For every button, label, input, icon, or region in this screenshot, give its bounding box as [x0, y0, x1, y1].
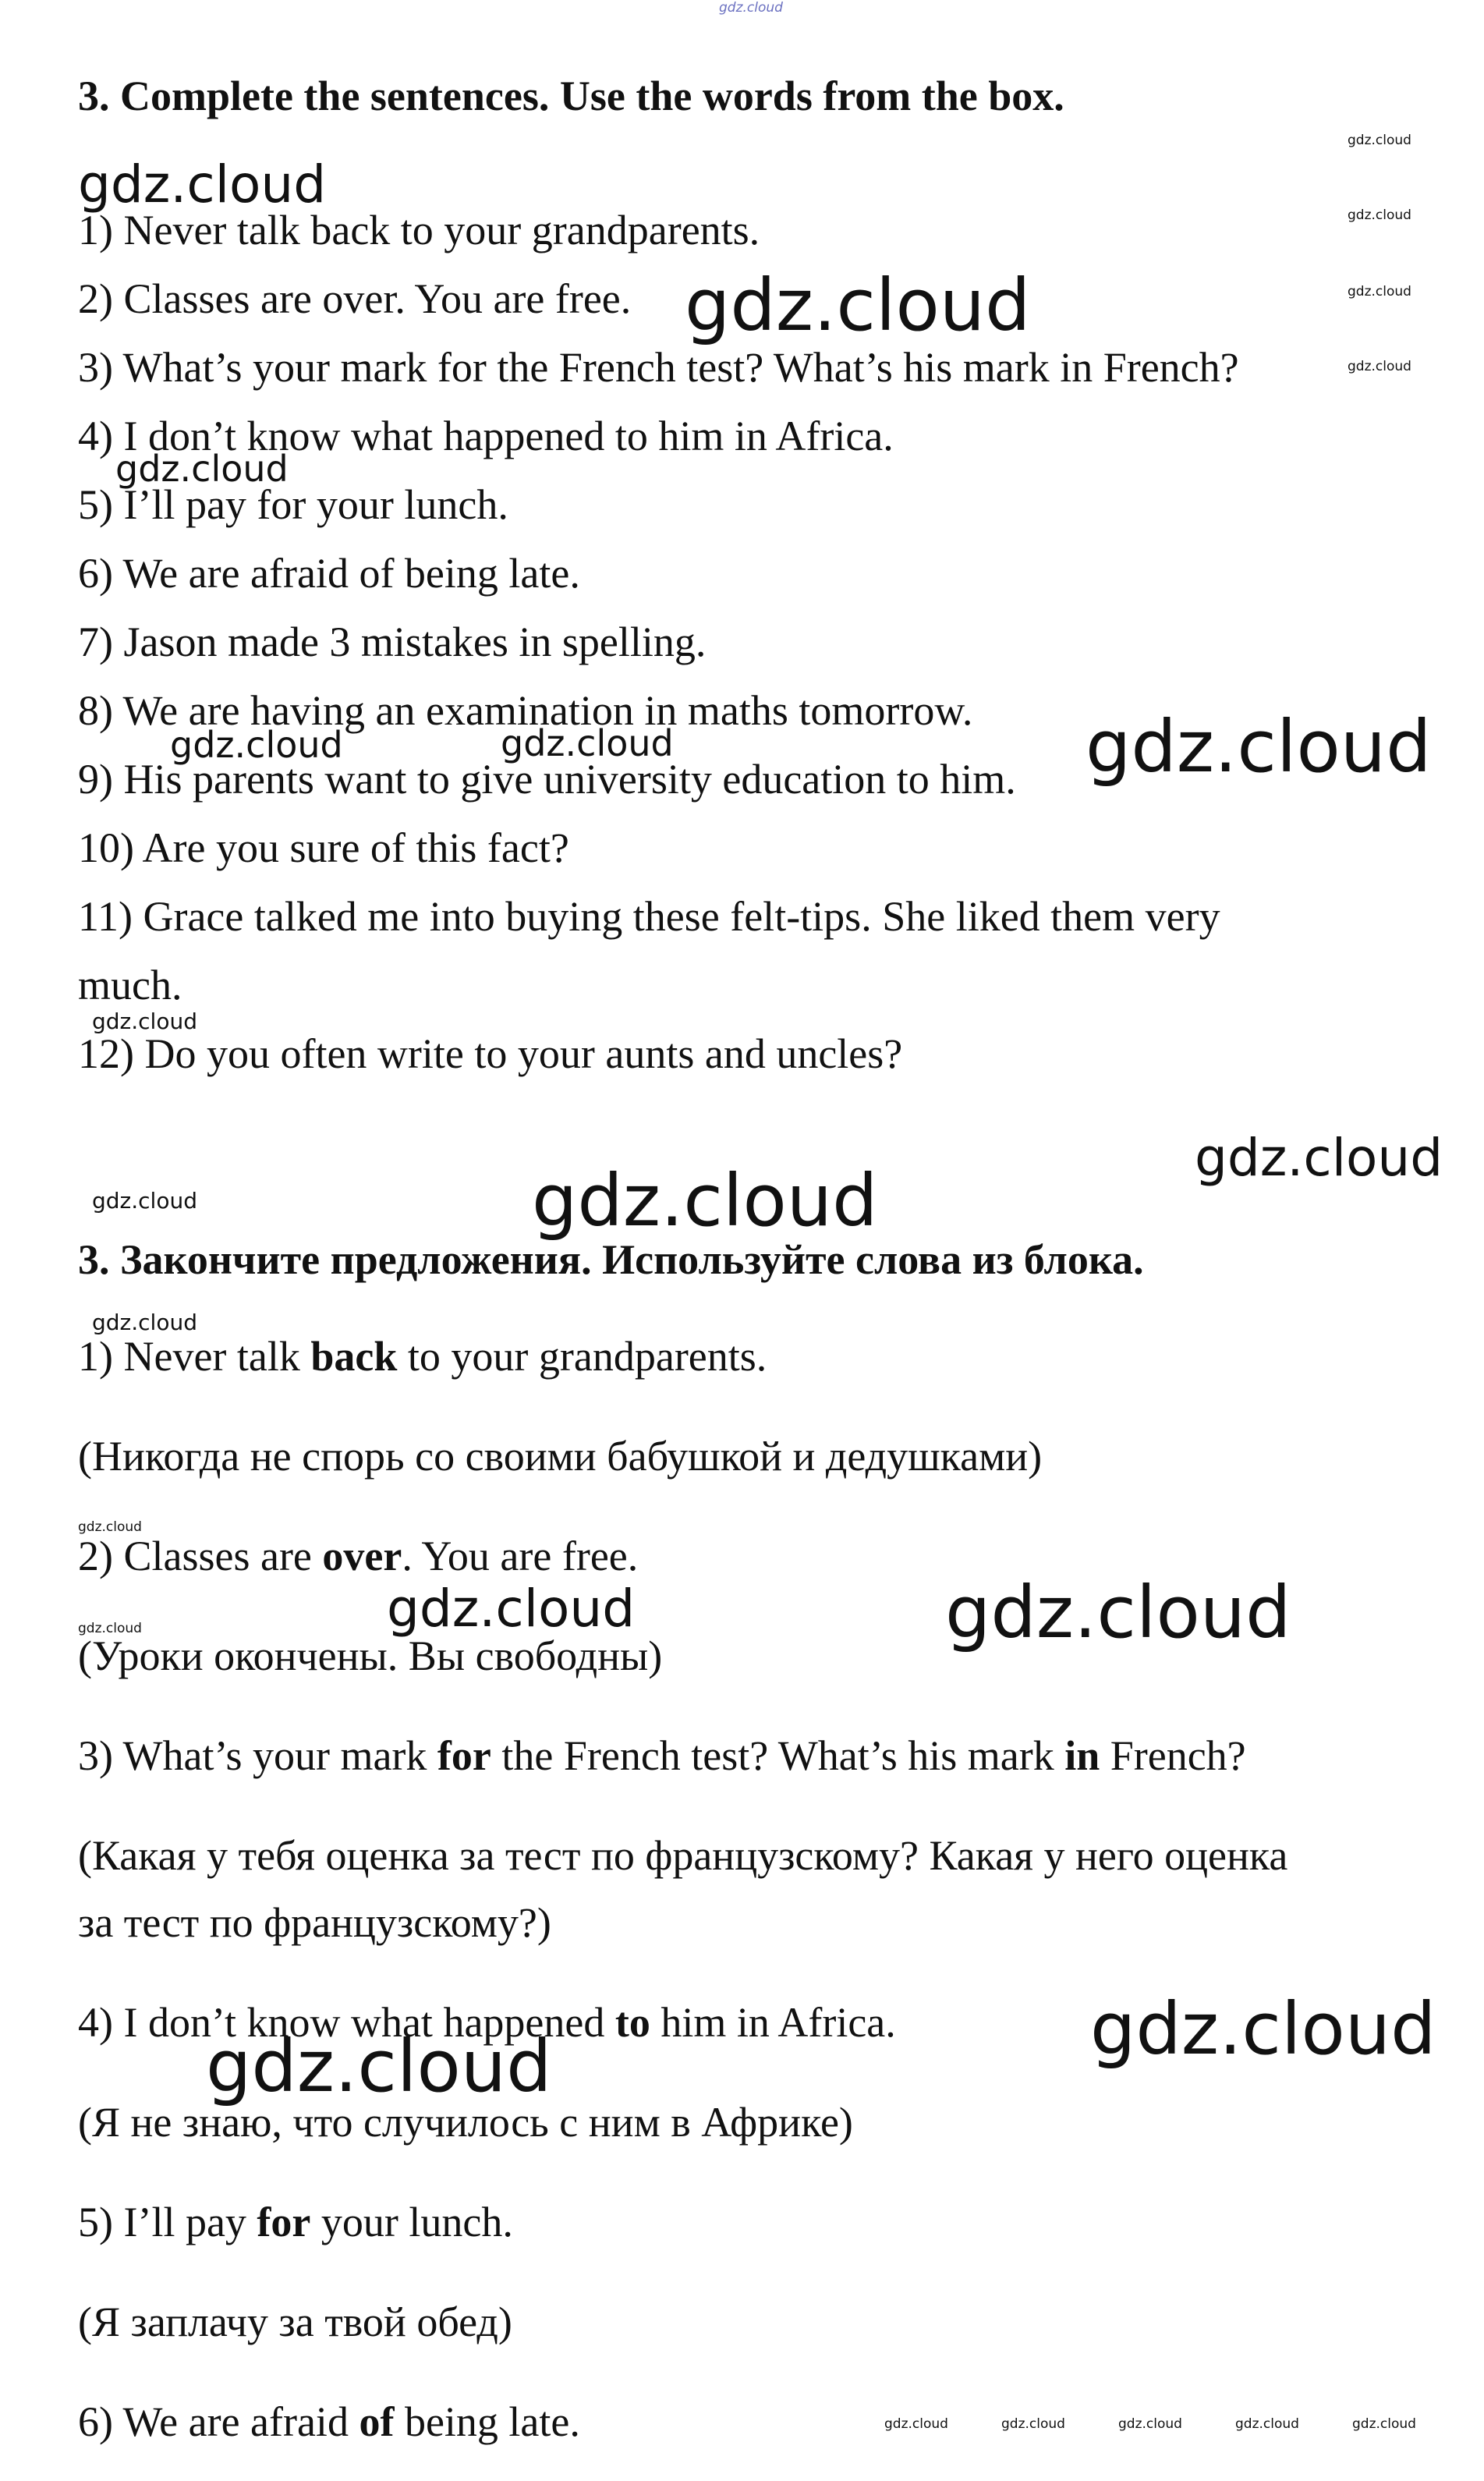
- sentence-en-3: 3) What’s your mark for the French test? What’s his mark in French?: [78, 344, 1239, 391]
- watermark: gdz.cloud: [115, 448, 289, 490]
- watermark: gdz.cloud: [92, 1008, 197, 1034]
- answer-word: for: [257, 2199, 311, 2245]
- watermark: gdz.cloud: [1195, 1128, 1443, 1188]
- answer-word: back: [310, 1333, 398, 1380]
- sentence-en-8: 8) We are having an examination in maths tomorrow.: [78, 687, 973, 734]
- watermark: gdz.cloud: [1001, 2416, 1065, 2432]
- sentence-en-1: 1) Never talk back to your grandparents.: [78, 207, 760, 253]
- watermark: gdz.cloud: [92, 1310, 197, 1335]
- watermark: gdz.cloud: [1090, 1987, 1436, 2071]
- watermark: gdz.cloud: [1348, 284, 1411, 299]
- answer-3-ru-cont: за тест по французскому?): [78, 1899, 551, 1946]
- answer-3-en: 3) What’s your mark for the French test? What’s his mark in French?: [78, 1732, 1246, 1779]
- watermark: gdz.cloud: [884, 2416, 948, 2432]
- answer-4-ru: (Я не знаю, что случилось с ним в Африке): [78, 2099, 853, 2146]
- watermark: gdz.cloud: [1348, 207, 1411, 223]
- answer-word: to: [614, 1999, 650, 2046]
- answer-2-en: 2) Classes are over. You are free.: [78, 1533, 639, 1579]
- watermark: gdz.cloud: [1348, 359, 1411, 374]
- watermark: gdz.cloud: [1118, 2416, 1182, 2432]
- watermark-top: gdz.cloud: [719, 0, 783, 16]
- exercise-heading-ru: 3. Закончите предложения. Используйте слова из блока.: [78, 1236, 1144, 1283]
- watermark: gdz.cloud: [501, 722, 674, 764]
- answer-2-ru: (Уроки окончены. Вы свободны): [78, 1632, 663, 1679]
- sentence-en-4: 4) I don’t know what happened to him in Africa.: [78, 413, 894, 459]
- watermark: gdz.cloud: [206, 2025, 552, 2108]
- watermark: gdz.cloud: [1352, 2416, 1416, 2432]
- watermark: gdz.cloud: [387, 1579, 636, 1639]
- sentence-en-9: 9) His parents want to give university education to him.: [78, 756, 1016, 803]
- watermark: gdz.cloud: [78, 154, 327, 214]
- watermark: gdz.cloud: [170, 724, 343, 766]
- watermark: gdz.cloud: [685, 264, 1031, 347]
- sentence-en-12: 12) Do you often write to your aunts and uncles?: [78, 1030, 903, 1077]
- watermark: gdz.cloud: [1235, 2416, 1299, 2432]
- answer-word: in: [1064, 1732, 1100, 1779]
- watermark: gdz.cloud: [92, 1188, 197, 1214]
- sentence-en-5: 5) I’ll pay for your lunch.: [78, 481, 508, 528]
- watermark: gdz.cloud: [532, 1159, 878, 1242]
- answer-3-ru: (Какая у тебя оценка за тест по французскому? Какая у него оценка: [78, 1832, 1288, 1879]
- watermark: gdz.cloud: [78, 1621, 142, 1636]
- sentence-en-11: 11) Grace talked me into buying these felt-tips. She liked them very: [78, 893, 1220, 940]
- sentence-en-10: 10) Are you sure of this fact?: [78, 824, 569, 871]
- exercise-heading-en: 3. Complete the sentences. Use the words from the box.: [78, 73, 1064, 119]
- watermark: gdz.cloud: [78, 1519, 142, 1535]
- answer-5-ru: (Я заплачу за твой обед): [78, 2298, 512, 2345]
- watermark: gdz.cloud: [1086, 705, 1432, 789]
- answer-6-en: 6) We are afraid of being late.: [78, 2398, 580, 2445]
- answer-word: for: [437, 1732, 491, 1779]
- answer-word: over: [322, 1533, 402, 1579]
- answer-1-en: 1) Never talk back to your grandparents.: [78, 1333, 767, 1380]
- sentence-en-6: 6) We are afraid of being late.: [78, 550, 580, 597]
- watermark: gdz.cloud: [945, 1571, 1291, 1654]
- answer-5-en: 5) I’ll pay for your lunch.: [78, 2199, 513, 2245]
- answer-word: of: [359, 2398, 395, 2445]
- answer-1-ru: (Никогда не спорь со своими бабушкой и дедушками): [78, 1433, 1043, 1480]
- answer-4-en: 4) I don’t know what happened to him in Africa.: [78, 1999, 896, 2046]
- sentence-en-11-cont: much.: [78, 962, 182, 1008]
- sentence-en-2: 2) Classes are over. You are free.: [78, 275, 632, 322]
- sentence-en-7: 7) Jason made 3 mistakes in spelling.: [78, 618, 707, 665]
- watermark: gdz.cloud: [1348, 133, 1411, 148]
